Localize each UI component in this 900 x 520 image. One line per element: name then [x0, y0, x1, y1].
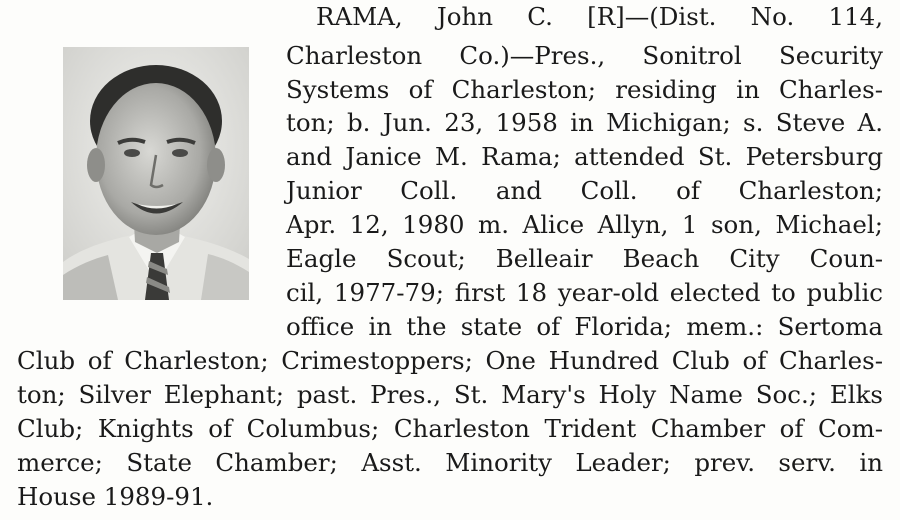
bio-line-13: Club; Knights of Columbus; Charleston Trident Chamber of Com- — [17, 414, 883, 443]
bio-line-9: cil, 1977-79; first 18 year-old elected to public — [286, 278, 883, 307]
bio-line-8: Eagle Scout; Belleair Beach City Coun- — [286, 244, 883, 273]
bio-line-5: and Janice M. Rama; attended St. Petersburg — [286, 142, 883, 171]
portrait-photo — [63, 47, 249, 300]
bio-line-14: merce; State Chamber; Asst. Minority Leader; prev. serv. in — [17, 448, 883, 477]
bio-line-2: Charleston Co.)—Pres., Sonitrol Security — [286, 41, 883, 70]
bio-line-10: office in the state of Florida; mem.: Sertoma — [286, 312, 883, 341]
bio-line-11: Club of Charleston; Crimestoppers; One Hundred Club of Charles- — [17, 346, 883, 375]
bio-line-15: House 1989-91. — [17, 482, 214, 511]
bio-line-7: Apr. 12, 1980 m. Alice Allyn, 1 son, Michael; — [286, 210, 883, 239]
bio-line-6: Junior Coll. and Coll. of Charleston; — [286, 176, 883, 205]
bio-line-12: ton; Silver Elephant; past. Pres., St. Mary's Holy Name Soc.; Elks — [17, 380, 883, 409]
bio-line-4: ton; b. Jun. 23, 1958 in Michigan; s. Steve A. — [286, 108, 883, 137]
bio-line-3: Systems of Charleston; residing in Charles- — [286, 75, 883, 104]
bio-line-1: RAMA, John C. [R]—(Dist. No. 114, — [316, 2, 883, 31]
